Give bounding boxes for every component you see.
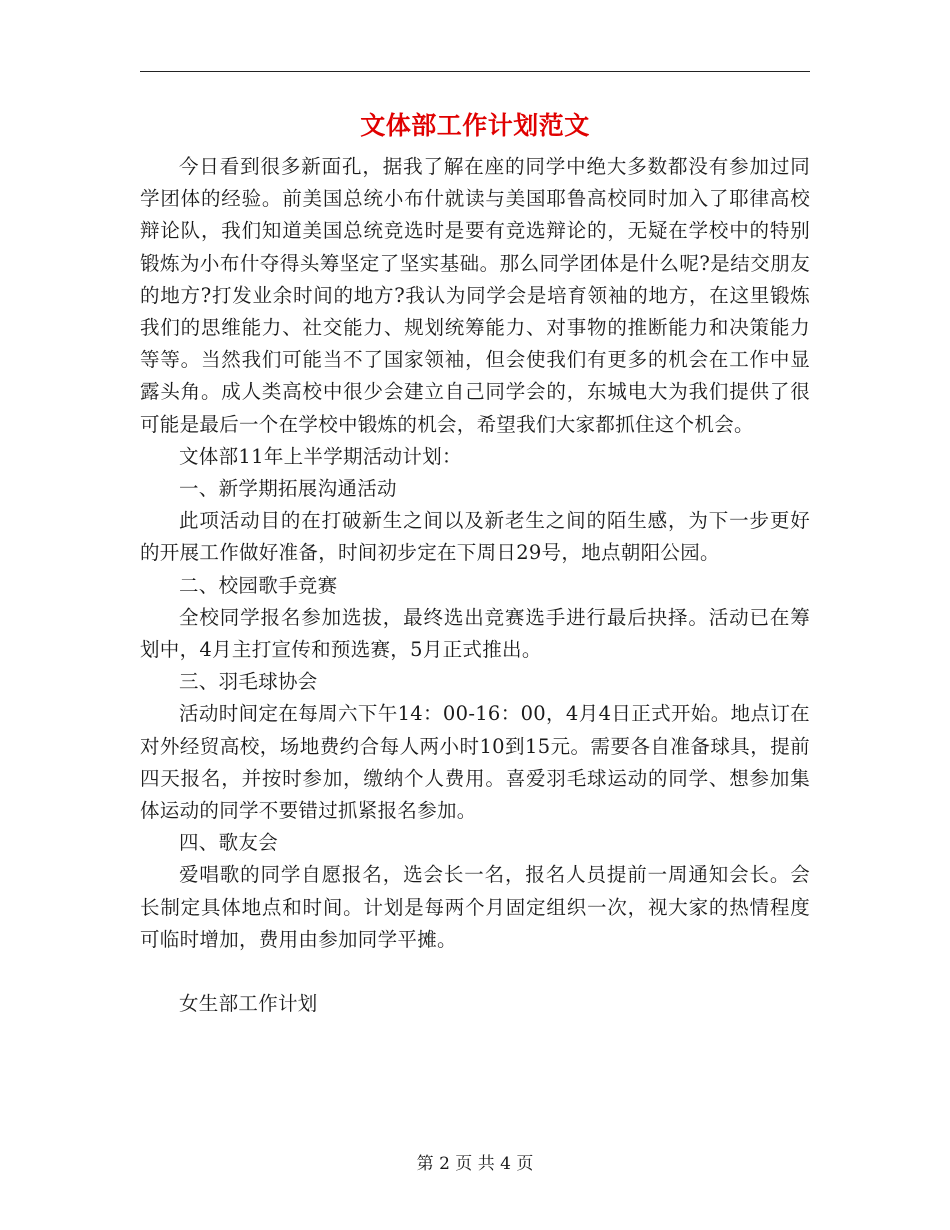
next-section-heading: 女生部工作计划 (179, 992, 318, 1016)
document-title: 文体部工作计划范文 (360, 111, 590, 140)
paragraph-plan-heading: 文体部11年上半学期活动计划： (179, 444, 462, 468)
page-number-footer: 第 2 页 共 4 页 (416, 1154, 534, 1174)
section-heading-2: 二、校园歌手竞赛 (179, 573, 338, 597)
document-body (140, 151, 810, 1020)
section-heading-3: 三、羽毛球协会 (179, 670, 318, 694)
section-spacer (140, 956, 810, 988)
paragraph-section-4: 爱唱歌的同学自愿报名，选会长一名，报名人员提前一周通知会长。会长制定具体地点和时间。计划是每两个月固定组织一次，视大家的热情程度可临时增加，费用由参加同学平摊。 (140, 863, 810, 951)
paragraph-intro: 今日看到很多新面孔，据我了解在座的同学中绝大多数都没有参加过同学团体的经验。前美国总统小布什就读与美国耶鲁高校同时加入了耶律高校辩论队，我们知道美国总统竞选时是要有竞选辩论的，无疑在学校中的特别锻炼为小布什夺得头筹坚定了坚实基础。那么同学团体是什么呢?是结交朋友的地方?打发业余时间的地方?我认为同学会是培育领袖的地方，在这里锻炼我们的思维能力、社交能力、规划统筹能力、对事物的推断能力和决策能力等等。当然我们可能当不了国家领袖，但会使我们有更多的机会在工作中显露头角。成人类高校中很少会建立自己同学会的，东城电大为我们提供了很可能是最后一个在学校中锻炼的机会，希望我们大家都抓住这个机会。 (140, 155, 810, 436)
section-heading-4: 四、歌友会 (179, 831, 279, 855)
paragraph-section-3: 活动时间定在每周六下午14：00-16：00，4月4日正式开始。地点订在对外经贸高校，场地费约合每人两小时10到15元。需要各自准备球具，提前四天报名，并按时参加，缴纳个人费用。喜爱羽毛球运动的同学、想参加集体运动的同学不要错过抓紧报名参加。 (140, 702, 810, 823)
header-rule (140, 71, 810, 72)
paragraph-section-1: 此项活动目的在打破新生之间以及新老生之间的陌生感，为下一步更好的开展工作做好准备，时间初步定在下周日29号，地点朝阳公园。 (140, 509, 810, 565)
paragraph-section-2: 全校同学报名参加选拔，最终选出竞赛选手进行最后抉择。活动已在筹划中，4月主打宣传和预选赛，5月正式推出。 (140, 605, 810, 662)
section-heading-1: 一、新学期拓展沟通活动 (179, 477, 397, 501)
